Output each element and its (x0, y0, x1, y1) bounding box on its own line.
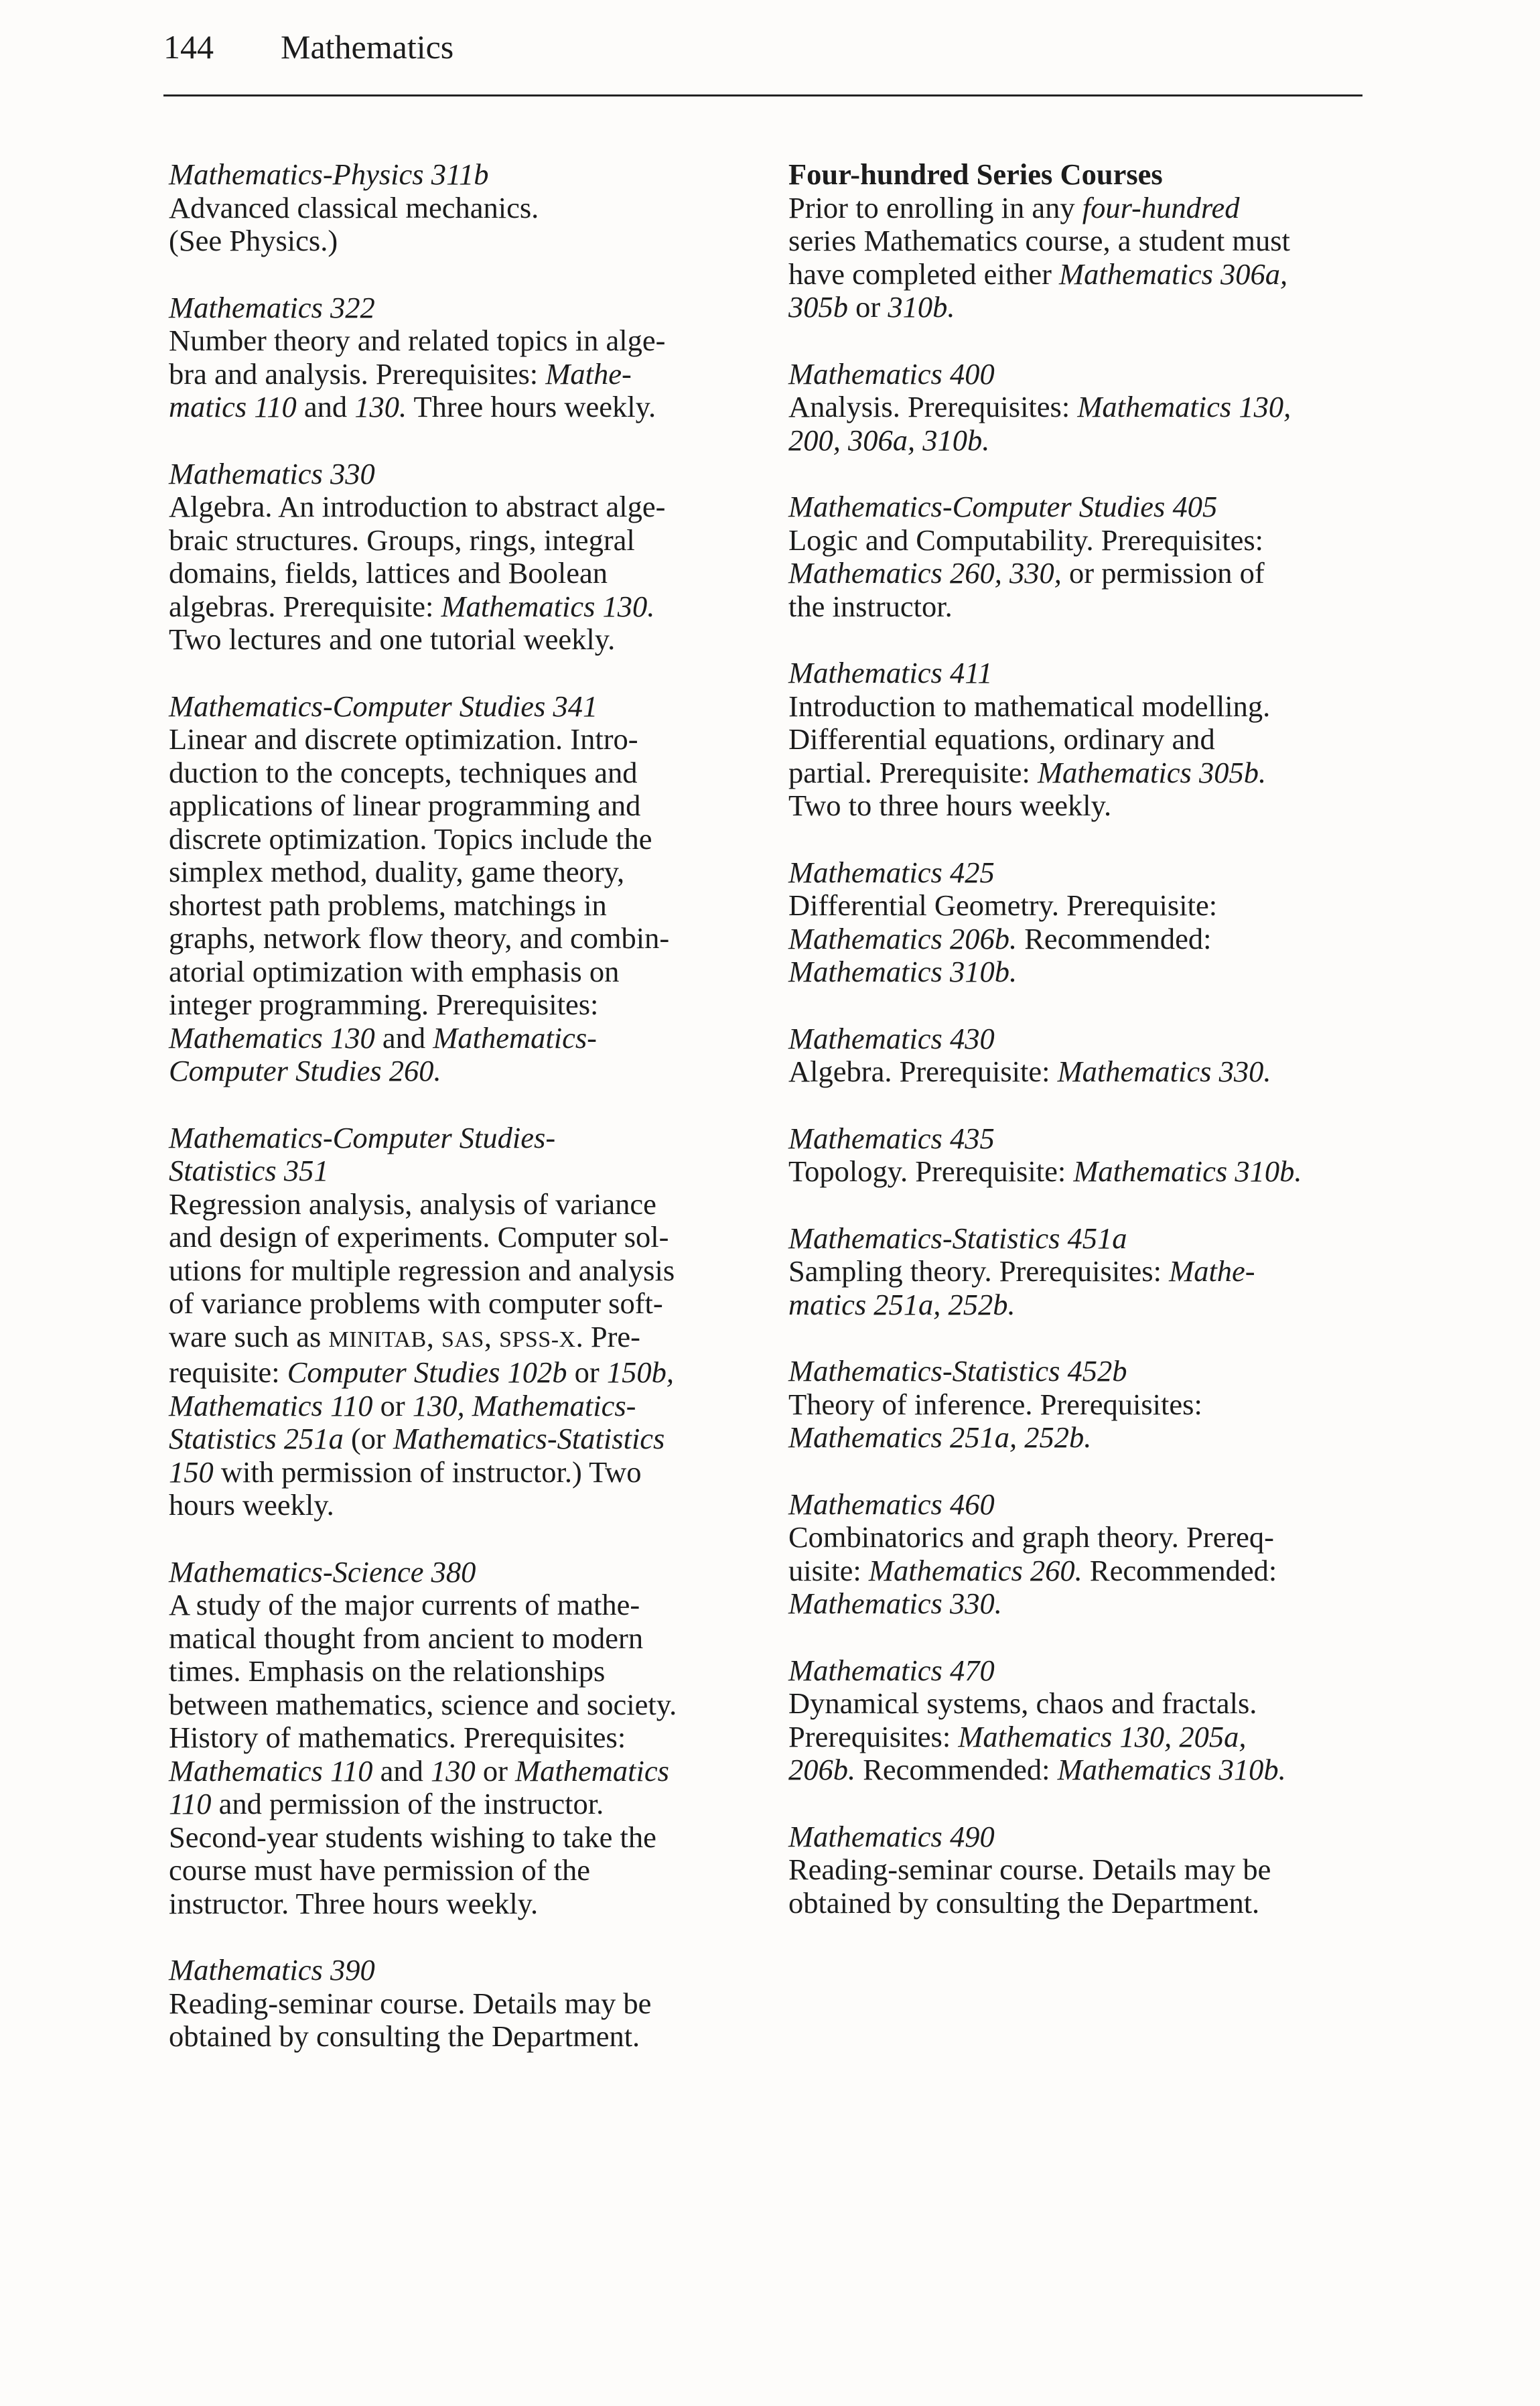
course-line: Sampling theory. Prerequisites: Mathe- (788, 1254, 1255, 1288)
course-line: 200, 306a, 310b. (788, 423, 990, 457)
course-line: 150 with permission of instructor.) Two (169, 1455, 642, 1489)
course-line: times. Emphasis on the relationships (169, 1654, 606, 1688)
course-entry (788, 1022, 1371, 1089)
course-line: obtained by consulting the Department. (788, 1885, 1260, 1920)
page-header (163, 24, 453, 70)
course-line: the instructor. (788, 589, 953, 623)
course-line: Theory of inference. Prerequisites: (788, 1387, 1202, 1421)
course-line: Topology. Prerequisite: Mathematics 310b. (788, 1154, 1302, 1188)
course-line: uisite: Mathematics 260. Recommended: (788, 1553, 1277, 1587)
course-line: Mathematics 130 and Mathematics- (169, 1020, 597, 1055)
course-entry (788, 856, 1371, 989)
course-entry (169, 1122, 752, 1522)
course-line: course must have permission of the (169, 1853, 591, 1887)
course-entry (169, 158, 752, 258)
course-entry (788, 490, 1371, 623)
course-line: integer programming. Prerequisites: (169, 988, 599, 1021)
course-line: Computer Studies 260. (169, 1054, 441, 1087)
course-line: Algebra. Prerequisite: Mathematics 330. (788, 1055, 1271, 1088)
course-title: Mathematics 430 (788, 1021, 995, 1055)
course-title: Mathematics 490 (788, 1819, 995, 1853)
course-title: Mathematics 390 (169, 1953, 375, 1987)
course-entry (788, 1355, 1371, 1455)
course-line: applications of linear programming and (169, 789, 641, 822)
course-entry (788, 1222, 1371, 1322)
course-line: Logic and Computability. Prerequisites: (788, 523, 1264, 557)
course-line: History of mathematics. Prerequisites: (169, 1721, 626, 1754)
course-title: Mathematics 435 (788, 1121, 995, 1155)
course-entry (788, 1488, 1371, 1621)
course-line: Mathematics 330. (788, 1587, 1002, 1620)
course-line: graphs, network flow theory, and combin- (169, 921, 670, 955)
course-entry (788, 1820, 1371, 1920)
course-line: 206b. Recommended: Mathematics 310b. (788, 1753, 1286, 1786)
course-line: atorial optimization with emphasis on (169, 954, 620, 988)
section-heading: Four-hundred Series Courses (788, 157, 1163, 191)
course-line: between mathematics, science and society. (169, 1687, 677, 1721)
course-line: Prerequisites: Mathematics 130, 205a, (788, 1719, 1247, 1753)
course-entry (788, 358, 1371, 458)
course-entry (788, 1654, 1371, 1787)
course-title: Mathematics-Statistics 451a (788, 1221, 1127, 1255)
course-line: Differential equations, ordinary and (788, 722, 1215, 756)
course-line: Mathematics 110 and 130 or Mathematics (169, 1753, 669, 1788)
course-title: Mathematics-Computer Studies 341 (169, 689, 598, 723)
course-line: algebras. Prerequisite: Mathematics 130. (169, 589, 655, 623)
course-entry (169, 1954, 752, 2054)
course-line: Introduction to mathematical modelling. (788, 689, 1271, 723)
course-line: Number theory and related topics in alge- (169, 324, 666, 357)
course-title: Mathematics 322 (169, 290, 375, 324)
section-intro (788, 158, 1371, 324)
course-title: Mathematics 460 (788, 1487, 995, 1521)
course-line: Linear and discrete optimization. Intro- (169, 722, 638, 756)
course-line: utions for multiple regression and analysis (169, 1253, 675, 1287)
course-entry (169, 458, 752, 657)
course-line: 305b or 310b. (788, 290, 955, 324)
course-line: Mathematics 310b. (788, 955, 1018, 988)
course-title: Mathematics 425 (788, 855, 995, 889)
course-line: 110 and permission of the instructor. (169, 1787, 604, 1820)
course-line: A study of the major currents of mathe- (169, 1588, 640, 1621)
course-line: ware such as MINITAB, SAS, SPSS-X. Pre- (169, 1319, 640, 1353)
left-column (169, 158, 752, 2087)
course-title: Mathematics 411 (788, 656, 993, 689)
course-line: matics 110 and 130. Three hours weekly. (169, 390, 656, 423)
course-line: of variance problems with computer soft- (169, 1286, 663, 1320)
course-line: have completed either Mathematics 306a, (788, 257, 1288, 291)
course-line: Second-year students wishing to take the (169, 1820, 656, 1854)
course-line: Two to three hours weekly. (788, 789, 1112, 822)
course-line: Mathematics 206b. Recommended: (788, 921, 1212, 955)
course-line: Regression analysis, analysis of variance (169, 1187, 656, 1221)
page-number: 144 (163, 28, 214, 66)
course-title: Mathematics-Physics 311b (169, 157, 489, 191)
course-entry (169, 690, 752, 1088)
course-line: Algebra. An introduction to abstract alge- (169, 490, 666, 523)
course-line: Combinatorics and graph theory. Prereq- (788, 1520, 1274, 1554)
course-line: Reading-seminar course. Details may be (788, 1853, 1271, 1886)
course-title: Mathematics-Science 380 (169, 1554, 476, 1589)
course-entry (169, 291, 752, 424)
course-line: hours weekly. (169, 1488, 334, 1522)
course-line: Reading-seminar course. Details may be (169, 1986, 652, 2020)
course-line: partial. Prerequisite: Mathematics 305b. (788, 755, 1267, 789)
course-line: Mathematics 260, 330, or permission of (788, 556, 1265, 590)
course-line: Dynamical systems, chaos and fractals. (788, 1686, 1257, 1720)
course-line: domains, fields, lattices and Boolean (169, 556, 608, 590)
course-line: duction to the concepts, techniques and (169, 755, 638, 789)
course-line: instructor. Three hours weekly. (169, 1886, 539, 1920)
course-line: Prior to enrolling in any four-hundred (788, 190, 1240, 224)
header-rule (163, 94, 1362, 96)
course-title: Statistics 351 (169, 1154, 329, 1187)
course-entry (169, 1556, 752, 1921)
course-line: bra and analysis. Prerequisites: Mathe- (169, 356, 632, 391)
course-entry (788, 1122, 1371, 1189)
course-line: discrete optimization. Topics include the (169, 821, 652, 856)
course-line: requisite: Computer Studies 102b or 150b, (169, 1355, 674, 1389)
course-line: Statistics 251a (or Mathematics-Statistics (169, 1422, 665, 1455)
course-title: Mathematics-Computer Studies- (169, 1120, 556, 1154)
right-column (788, 158, 1371, 1953)
course-line: obtained by consulting the Department. (169, 2019, 640, 2053)
course-line: simplex method, duality, game theory, (169, 855, 625, 888)
course-title: Mathematics-Computer Studies 405 (788, 490, 1218, 523)
course-title: Mathematics 400 (788, 356, 995, 391)
course-line: shortest path problems, matchings in (169, 888, 607, 922)
course-title: Mathematics 470 (788, 1653, 995, 1687)
course-line: and design of experiments. Computer sol- (169, 1220, 669, 1254)
course-title: Mathematics 330 (169, 456, 375, 490)
section-title: Mathematics (281, 28, 454, 66)
course-line: Analysis. Prerequisites: Mathematics 130, (788, 390, 1291, 423)
course-line: braic structures. Groups, rings, integral (169, 523, 635, 557)
course-line: Two lectures and one tutorial weekly. (169, 622, 616, 656)
course-title: Mathematics-Statistics 452b (788, 1354, 1127, 1388)
course-line: Differential Geometry. Prerequisite: (788, 888, 1218, 922)
course-line: matics 251a, 252b. (788, 1287, 1016, 1321)
course-line: matical thought from ancient to modern (169, 1621, 644, 1655)
course-line: series Mathematics course, a student must (788, 224, 1290, 257)
course-line: (See Physics.) (169, 224, 338, 257)
course-line: Mathematics 251a, 252b. (788, 1420, 1092, 1454)
course-line: Advanced classical mechanics. (169, 190, 539, 224)
course-line: Mathematics 110 or 130, Mathematics- (169, 1388, 636, 1422)
course-entry (788, 657, 1371, 823)
